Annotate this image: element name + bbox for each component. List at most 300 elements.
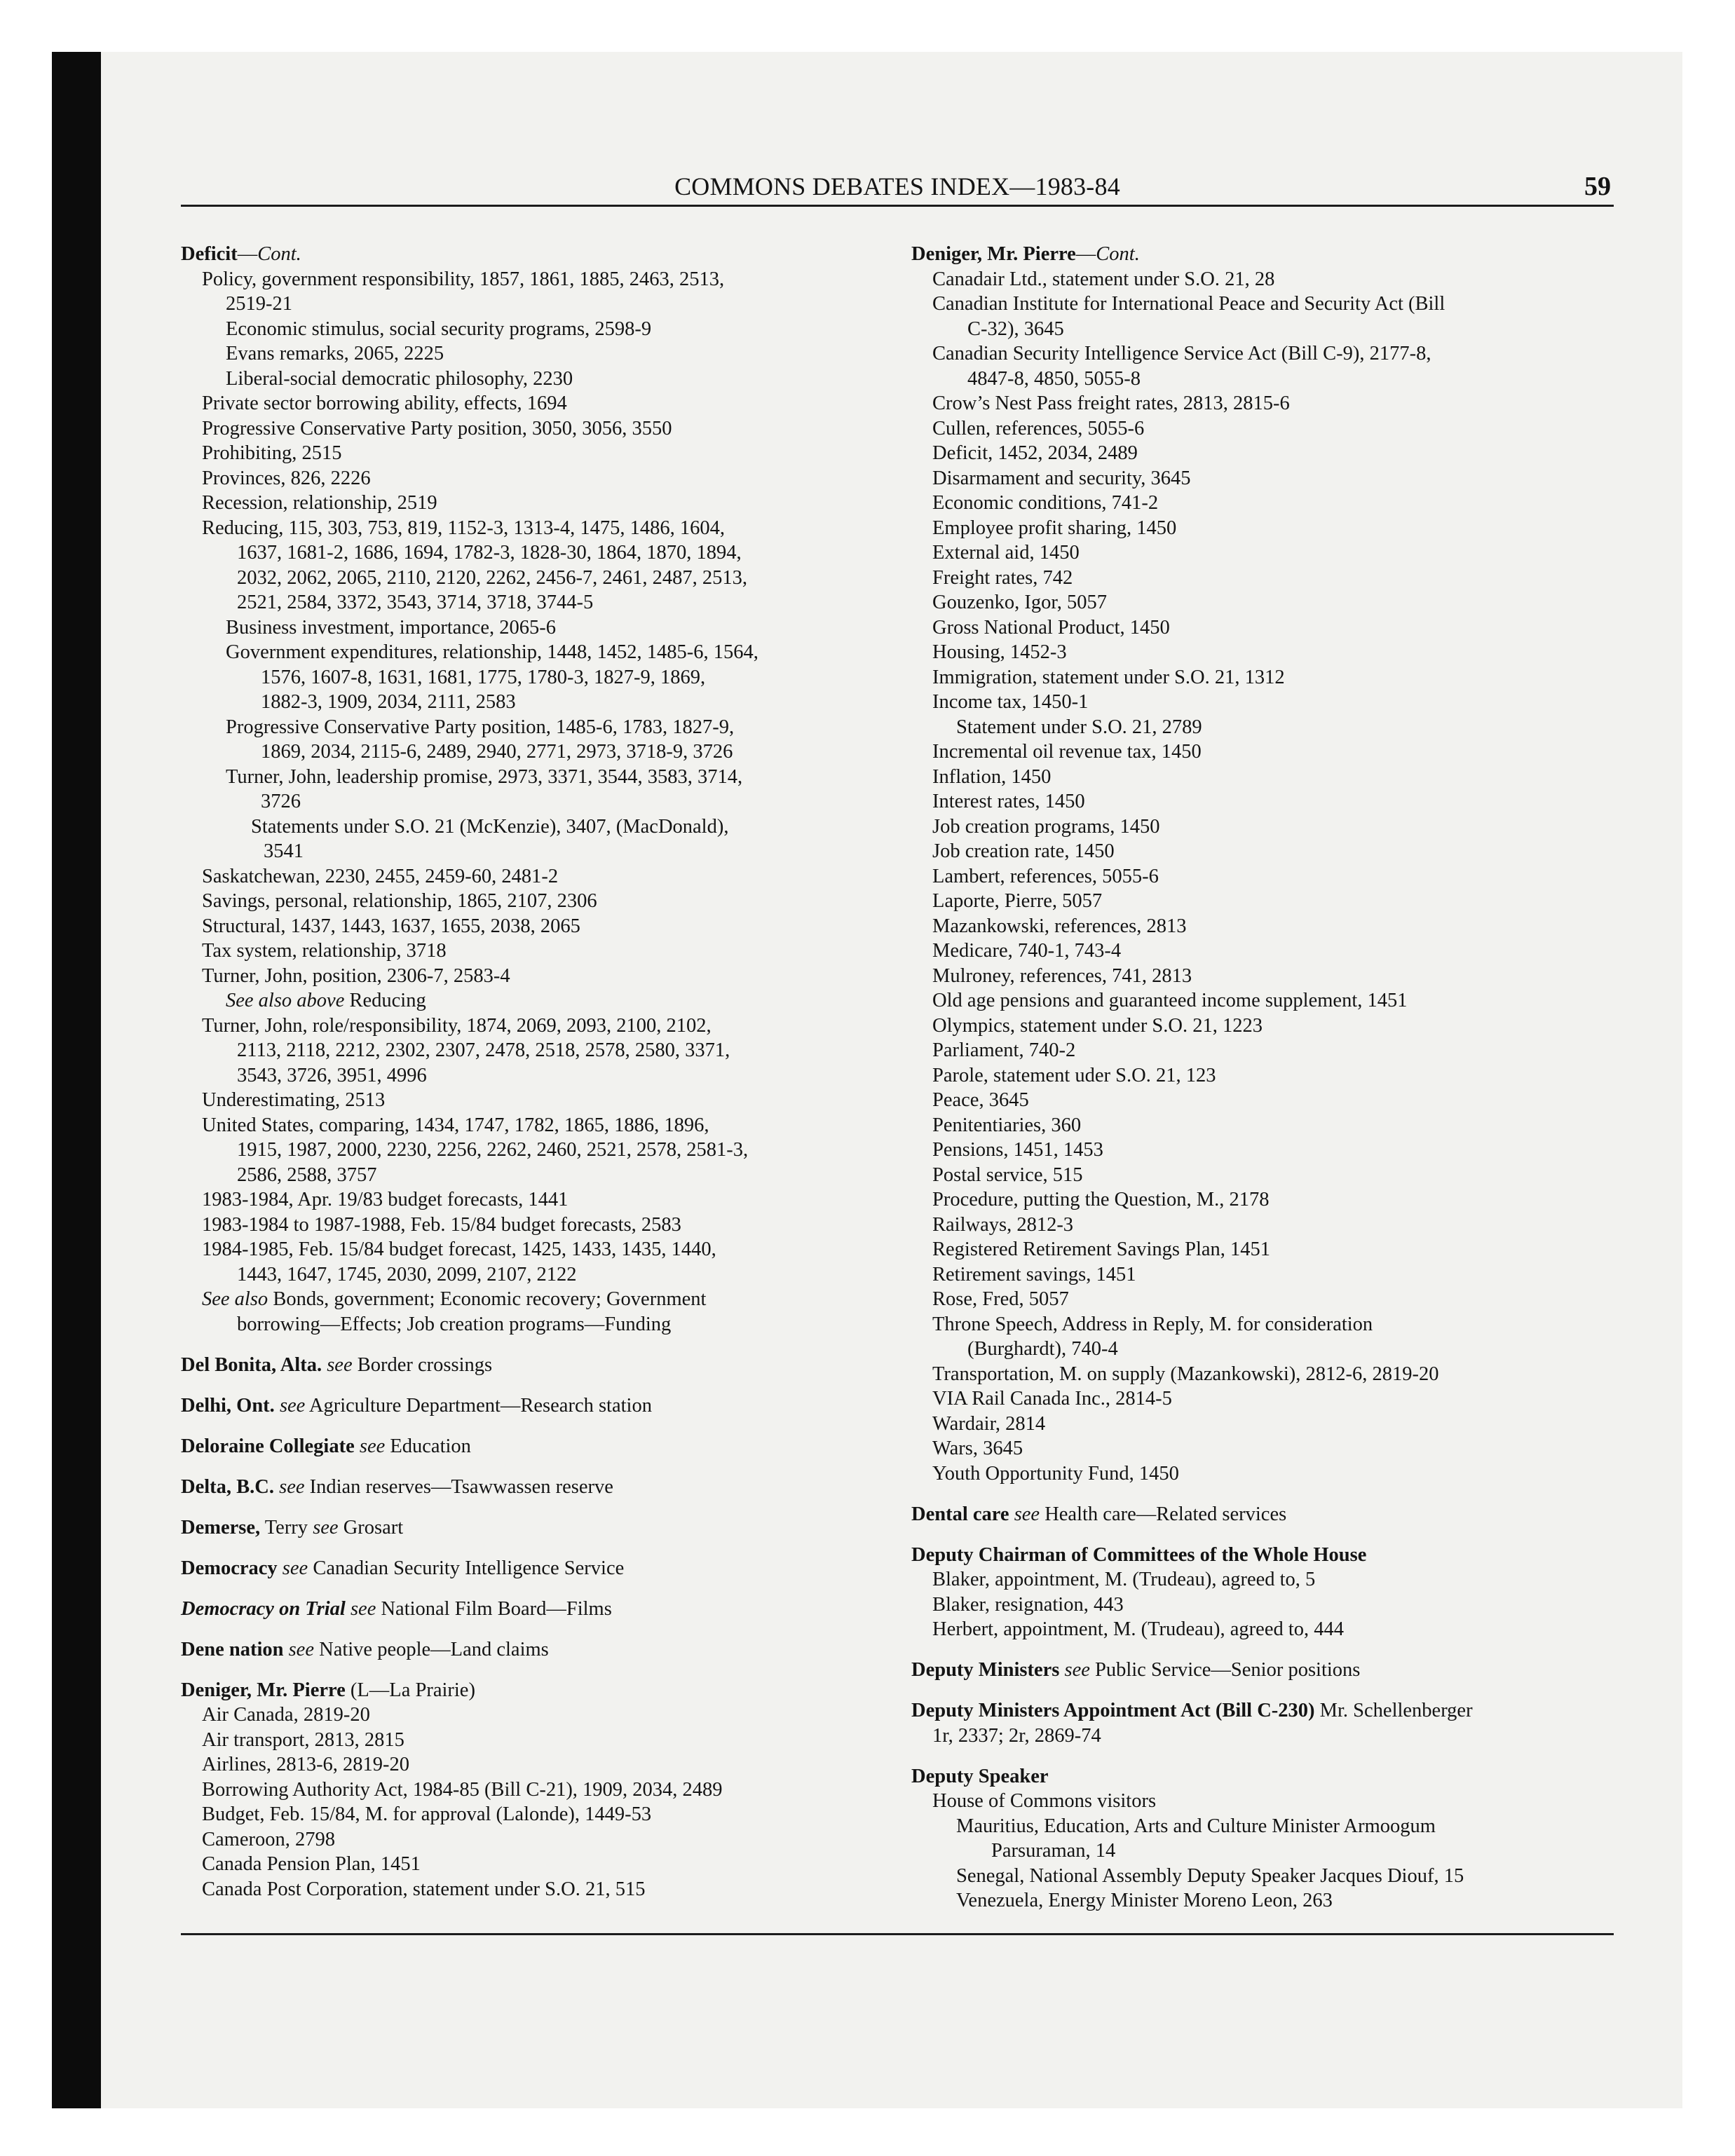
index-subentry [911, 391, 1619, 416]
index-subentry [181, 665, 882, 690]
entry-text: Private sector borrowing ability, effects, 1694 [202, 393, 567, 414]
entry-text: Parsuraman, 14 [991, 1840, 1116, 1862]
index-subentry [181, 1113, 882, 1138]
index-subentry [181, 1237, 882, 1262]
entry-text: Transportation, M. on supply (Mazankowski), 2812-6, 2819-20 [932, 1363, 1439, 1385]
entry-text: 1984-1985, Feb. 15/84 budget forecast, 1425, 1433, 1435, 1440, [202, 1239, 716, 1260]
entry-text: Statement under S.O. 21, 2789 [956, 716, 1202, 738]
index-heading [181, 1597, 882, 1622]
index-subentry [181, 416, 882, 442]
index-subentry [911, 1237, 1619, 1262]
header-rule [181, 205, 1614, 207]
entry-text: Deniger, Mr. Pierre [181, 1679, 346, 1701]
index-subentry [911, 1138, 1619, 1163]
index-subentry [911, 1864, 1619, 1889]
entry-text [275, 1395, 280, 1417]
entry-spacer [911, 1486, 1619, 1502]
index-heading [911, 1543, 1619, 1568]
entry-spacer [181, 1418, 882, 1434]
entry-text: (Burghardt), 740-4 [967, 1338, 1118, 1360]
index-subentry [911, 1386, 1619, 1412]
page-header [181, 171, 1614, 203]
index-subentry [911, 988, 1619, 1014]
index-subentry [911, 1617, 1619, 1642]
entry-text: United States, comparing, 1434, 1747, 1782, 1865, 1886, 1896, [202, 1114, 709, 1136]
entry-text: See also [202, 1288, 268, 1310]
entry-text: 1882-3, 1909, 2034, 2111, 2583 [261, 691, 516, 713]
entry-spacer [911, 1527, 1619, 1543]
index-subentry [911, 1088, 1619, 1113]
index-subentry [181, 739, 882, 765]
entry-text: Housing, 1452-3 [932, 641, 1067, 663]
index-subentry [181, 1262, 882, 1288]
entry-text: Liberal-social democratic philosophy, 2230 [226, 367, 573, 390]
entry-text: Dene nation [181, 1638, 284, 1660]
entry-text: Economic stimulus, social security programs, 2598-9 [226, 318, 652, 340]
index-subentry [911, 1337, 1619, 1362]
index-subentry [911, 267, 1619, 292]
index-subentry [181, 1163, 882, 1188]
index-subentry [181, 839, 882, 864]
entry-text: 1576, 1607-8, 1631, 1681, 1775, 1780-3, 1827-9, 1869, [261, 666, 706, 688]
entry-text: VIA Rail Canada Inc., 2814-5 [932, 1388, 1172, 1410]
index-subentry [911, 441, 1619, 466]
entry-text: Evans remarks, 2065, 2225 [226, 343, 444, 364]
index-heading [181, 1678, 882, 1703]
index-subentry [911, 964, 1619, 989]
entry-text: Pensions, 1451, 1453 [932, 1139, 1103, 1161]
entry-text: Herbert, appointment, M. (Trudeau), agreed to, 444 [932, 1618, 1345, 1640]
entry-text: Deputy Chairman of Committees of the Whole House [911, 1543, 1367, 1566]
entry-text: 2519-21 [226, 293, 292, 315]
entry-text: 3543, 3726, 3951, 4996 [237, 1064, 427, 1086]
entry-spacer [181, 1581, 882, 1597]
index-subentry [911, 292, 1619, 317]
entry-text: Tax system, relationship, 3718 [202, 940, 447, 962]
entry-spacer [181, 1377, 882, 1393]
entry-text: Income tax, 1450-1 [932, 691, 1089, 713]
entry-text: Wardair, 2814 [932, 1412, 1046, 1435]
entry-text: see [359, 1435, 386, 1457]
entry-spacer [911, 1683, 1619, 1699]
index-subentry [181, 964, 882, 989]
entry-text [355, 1435, 360, 1457]
index-subentry [911, 1888, 1619, 1913]
entry-text: Airlines, 2813-6, 2819-20 [202, 1754, 410, 1775]
entry-text: 1r, 2337; 2r, 2869-74 [932, 1724, 1101, 1747]
entry-text [283, 1639, 288, 1660]
index-column-right [911, 242, 1619, 1913]
entry-text: Immigration, statement under S.O. 21, 1312 [932, 666, 1285, 688]
entry-text: Youth Opportunity Fund, 1450 [932, 1462, 1179, 1485]
entry-text: (L—La Prairie) [345, 1679, 475, 1701]
index-subentry [181, 441, 882, 466]
entry-spacer [181, 1459, 882, 1475]
index-subentry [911, 1789, 1619, 1814]
index-subentry [181, 1014, 882, 1039]
page-title: COMMONS DEBATES INDEX—1983-84 [674, 172, 1120, 200]
entry-text: 4847-8, 4850, 5055-8 [967, 367, 1141, 390]
index-heading [181, 1556, 882, 1581]
entry-text: 1983-1984 to 1987-1988, Feb. 15/84 budget forecasts, 2583 [202, 1213, 681, 1236]
entry-text: Deficit [181, 243, 238, 265]
entry-text: 1915, 1987, 2000, 2230, 2256, 2262, 2460, 2521, 2578, 2581-3, [237, 1139, 749, 1161]
entry-text: see [327, 1353, 353, 1376]
index-subentry [911, 1038, 1619, 1063]
entry-text: Canada Post Corporation, statement under S.O. 21, 515 [202, 1878, 646, 1900]
entry-text: see [1064, 1659, 1090, 1681]
index-subentry [181, 1312, 882, 1337]
index-subentry [181, 1877, 882, 1902]
entry-text: Native people—Land claims [313, 1638, 549, 1660]
index-subentry [181, 391, 882, 416]
entry-spacer [181, 1662, 882, 1678]
entry-text: Interest rates, 1450 [932, 791, 1085, 812]
index-subentry [181, 367, 882, 392]
index-subentry [181, 1187, 882, 1213]
index-subentry [911, 491, 1619, 516]
entry-text: Mauritius, Education, Arts and Culture Minister Armoogum [956, 1815, 1436, 1837]
entry-spacer [181, 1337, 882, 1353]
entry-text: Blaker, appointment, M. (Trudeau), agreed to, 5 [932, 1569, 1316, 1590]
entry-text: — [237, 243, 258, 265]
entry-text: Retirement savings, 1451 [932, 1263, 1136, 1285]
index-subentry [911, 1362, 1619, 1387]
entry-text: Incremental oil revenue tax, 1450 [932, 741, 1202, 763]
entry-spacer [181, 1499, 882, 1515]
entry-text: see [279, 1475, 305, 1498]
index-subentry [911, 1312, 1619, 1337]
index-heading [181, 242, 882, 267]
index-subentry [911, 1287, 1619, 1312]
index-subentry [181, 267, 882, 292]
entry-text: Canadian Security Intelligence Service Act (Bill C-9), 2177-8, [932, 343, 1431, 364]
index-subentry [181, 1827, 882, 1853]
entry-text: see [313, 1516, 339, 1538]
entry-text: Del Bonita, Alta. [181, 1353, 322, 1376]
index-subentry [911, 566, 1619, 591]
index-subentry [181, 466, 882, 491]
entry-text: Turner, John, position, 2306-7, 2583-4 [202, 964, 510, 987]
index-subentry [911, 814, 1619, 840]
index-subentry [181, 988, 882, 1014]
index-heading [911, 1658, 1619, 1683]
entry-text: Parliament, 740-2 [932, 1039, 1076, 1061]
index-subentry [181, 1038, 882, 1063]
entry-text: Democracy [181, 1557, 278, 1579]
index-subentry [911, 1567, 1619, 1592]
entry-text: Deputy Ministers Appointment Act (Bill C-230) [911, 1700, 1315, 1721]
entry-text: Canada Pension Plan, 1451 [202, 1853, 421, 1875]
entry-text: 1869, 2034, 2115-6, 2489, 2940, 2771, 2973, 3718-9, 3726 [261, 741, 733, 763]
index-subentry [911, 765, 1619, 790]
index-subentry [911, 1113, 1619, 1138]
entry-text: 3726 [261, 791, 301, 812]
index-subentry [911, 1436, 1619, 1461]
index-subentry [911, 341, 1619, 367]
index-subentry [911, 1724, 1619, 1749]
index-subentry [911, 715, 1619, 740]
entry-spacer [911, 1642, 1619, 1658]
index-subentry [181, 1728, 882, 1753]
index-heading [911, 242, 1619, 267]
entry-text: Registered Retirement Savings Plan, 1451 [932, 1239, 1271, 1260]
index-subentry [911, 590, 1619, 615]
entry-text: Inflation, 1450 [932, 765, 1052, 788]
entry-text: 1983-1984, Apr. 19/83 budget forecasts, 1441 [202, 1189, 569, 1210]
index-subentry [911, 367, 1619, 392]
index-subentry [911, 1262, 1619, 1288]
index-subentry [181, 317, 882, 342]
entry-text: Air Canada, 2819-20 [202, 1704, 370, 1726]
entry-text: Mulroney, references, 741, 2813 [932, 964, 1192, 987]
entry-text: Turner, John, role/responsibility, 1874, 2069, 2093, 2100, 2102, [202, 1014, 712, 1037]
entry-spacer [181, 1540, 882, 1556]
index-subentry [181, 1138, 882, 1163]
entry-text [346, 1598, 351, 1620]
entry-text: Canadair Ltd., statement under S.O. 21, 28 [932, 268, 1275, 290]
index-heading [181, 1353, 882, 1378]
index-subentry [911, 1461, 1619, 1487]
index-heading [911, 1764, 1619, 1789]
index-subentry [181, 1213, 882, 1238]
entry-text: Freight rates, 742 [932, 566, 1073, 589]
entry-text: Old age pensions and guaranteed income supplement, 1451 [932, 990, 1408, 1011]
index-subentry [911, 1838, 1619, 1864]
entry-text: Senegal, National Assembly Deputy Speaker Jacques Diouf, 15 [956, 1864, 1464, 1887]
entry-text [1009, 1503, 1014, 1525]
entry-text: Blaker, resignation, 443 [932, 1593, 1124, 1616]
index-subentry [911, 839, 1619, 864]
entry-text: Postal service, 515 [932, 1164, 1083, 1186]
index-subentry [181, 889, 882, 914]
entry-text: House of Commons visitors [932, 1790, 1157, 1812]
page-number: 59 [1584, 172, 1611, 201]
entry-text [278, 1557, 283, 1579]
index-subentry [911, 1412, 1619, 1437]
entry-text: Progressive Conservative Party position, 3050, 3056, 3550 [202, 417, 672, 439]
entry-text: External aid, 1450 [932, 542, 1080, 564]
entry-text: Borrowing Authority Act, 1984-85 (Bill C-21), 1909, 2034, 2489 [202, 1778, 723, 1801]
entry-text: Disarmament and security, 3645 [932, 467, 1191, 489]
entry-text: C-32), 3645 [967, 318, 1064, 340]
index-subentry [911, 1063, 1619, 1089]
index-subentry [181, 615, 882, 641]
entry-text: 1443, 1647, 1745, 2030, 2099, 2107, 2122 [237, 1263, 577, 1285]
index-subentry [181, 341, 882, 367]
entry-text: Health care—Related services [1040, 1503, 1287, 1525]
entry-text: Public Service—Senior positions [1089, 1659, 1361, 1681]
entry-text: see [350, 1597, 376, 1620]
entry-text: Procedure, putting the Question, M., 2178 [932, 1189, 1270, 1210]
entry-text: Terry [260, 1516, 313, 1538]
entry-text: Progressive Conservative Party position, 1485-6, 1783, 1827-9, [226, 716, 735, 738]
index-subentry [181, 1802, 882, 1827]
entry-text: National Film Board—Films [376, 1597, 612, 1620]
entry-text: Demerse, [181, 1516, 261, 1538]
index-subentry [181, 1752, 882, 1778]
entry-text: 2032, 2062, 2065, 2110, 2120, 2262, 2456-7, 2461, 2487, 2513, [237, 566, 748, 589]
index-subentry [911, 665, 1619, 690]
index-subentry [911, 1213, 1619, 1238]
entry-text: Medicare, 740-1, 743-4 [932, 940, 1122, 962]
entry-text: Border crossings [352, 1353, 493, 1376]
entry-text: Gouzenko, Igor, 5057 [932, 592, 1107, 613]
entry-text: Parole, statement uder S.O. 21, 123 [932, 1064, 1216, 1086]
entry-text: see [1014, 1503, 1040, 1525]
index-heading [181, 1475, 882, 1500]
index-subentry [911, 889, 1619, 914]
index-subentry [181, 1852, 882, 1877]
index-subentry [181, 491, 882, 516]
entry-text: Deloraine Collegiate [181, 1435, 355, 1457]
entry-text: Throne Speech, Address in Reply, M. for consideration [932, 1313, 1373, 1335]
entry-text: Job creation programs, 1450 [932, 815, 1160, 838]
entry-text: 2586, 2588, 3757 [237, 1164, 377, 1186]
entry-text: Structural, 1437, 1443, 1637, 1655, 2038, 2065 [202, 915, 580, 937]
index-subentry [911, 1814, 1619, 1839]
index-subentry [181, 540, 882, 566]
entry-text: Agriculture Department—Research station [305, 1394, 652, 1417]
entry-text: Provinces, 826, 2226 [202, 467, 371, 489]
entry-text: Delta, B.C. [181, 1475, 274, 1498]
entry-text: Venezuela, Energy Minister Moreno Leon, 263 [956, 1890, 1333, 1911]
entry-text: Canadian Institute for International Peace and Security Act (Bill [932, 293, 1445, 315]
entry-text: Government expenditures, relationship, 1448, 1452, 1485-6, 1564, [226, 641, 758, 663]
index-subentry [911, 615, 1619, 641]
entry-text: Dental care [911, 1503, 1009, 1525]
index-subentry [911, 789, 1619, 814]
index-subentry [181, 765, 882, 790]
entry-text: Penitentiaries, 360 [932, 1114, 1082, 1136]
entry-text: Cont. [1096, 243, 1140, 265]
index-subentry [911, 1014, 1619, 1039]
index-subentry [911, 914, 1619, 939]
entry-text: Job creation rate, 1450 [932, 840, 1115, 862]
index-subentry [911, 864, 1619, 889]
entry-text: 1637, 1681-2, 1686, 1694, 1782-3, 1828-30, 1864, 1870, 1894, [237, 542, 742, 564]
entry-text: Reducing, 115, 303, 753, 819, 1152-3, 1313-4, 1475, 1486, 1604, [202, 517, 725, 539]
entry-text: Business investment, importance, 2065-6 [226, 616, 556, 639]
entry-text: Deputy Speaker [911, 1765, 1049, 1787]
index-subentry [911, 939, 1619, 964]
entry-text: Indian reserves—Tsawwassen reserve [304, 1475, 613, 1498]
entry-text: Mr. Schellenberger [1314, 1700, 1473, 1721]
index-subentry [181, 814, 882, 840]
entry-spacer [911, 1748, 1619, 1764]
entry-text: — [1075, 243, 1096, 265]
index-subentry [181, 715, 882, 740]
entry-text: Economic conditions, 741-2 [932, 492, 1159, 514]
index-subentry [181, 939, 882, 964]
entry-text: 3541 [264, 840, 304, 862]
entry-text: Cameroon, 2798 [202, 1828, 335, 1850]
entry-text: see [282, 1557, 308, 1579]
entry-text: Deputy Ministers [911, 1659, 1060, 1681]
index-heading [181, 1637, 882, 1663]
entry-text: Delhi, Ont. [181, 1394, 275, 1417]
index-heading [181, 1515, 882, 1541]
entry-text: 2113, 2118, 2212, 2302, 2307, 2478, 2518, 2578, 2580, 3371, [237, 1039, 730, 1061]
entry-text: Budget, Feb. 15/84, M. for approval (Lalonde), 1449-53 [202, 1803, 652, 1825]
index-subentry [181, 1063, 882, 1089]
index-heading [911, 1502, 1619, 1527]
index-subentry [181, 1778, 882, 1803]
scan-binding-edge [52, 52, 101, 2108]
entry-text: Lambert, references, 5055-6 [932, 865, 1159, 887]
index-subentry [181, 914, 882, 939]
index-subentry [911, 540, 1619, 566]
entry-text: Gross National Product, 1450 [932, 616, 1170, 639]
index-subentry [911, 739, 1619, 765]
entry-text: Deficit, 1452, 2034, 2489 [932, 442, 1138, 464]
entry-text: 2521, 2584, 3372, 3543, 3714, 3718, 3744-5 [237, 592, 594, 613]
index-subentry [181, 590, 882, 615]
index-heading [181, 1393, 882, 1419]
entry-text: Education [385, 1435, 471, 1457]
entry-text: Canadian Security Intelligence Service [308, 1557, 625, 1579]
index-subentry [181, 864, 882, 889]
entry-text: Policy, government responsibility, 1857, 1861, 1885, 2463, 2513, [202, 268, 725, 290]
entry-text: Statements under S.O. 21 (McKenzie), 3407, (MacDonald), [251, 815, 729, 838]
entry-text: Railways, 2812-3 [932, 1213, 1074, 1236]
entry-text: Mazankowski, references, 2813 [932, 915, 1187, 937]
index-subentry [911, 690, 1619, 715]
entry-text: Grosart [338, 1516, 404, 1538]
entry-text: Recession, relationship, 2519 [202, 492, 437, 514]
index-subentry [911, 516, 1619, 541]
entry-text: Olympics, statement under S.O. 21, 1223 [932, 1014, 1263, 1037]
index-subentry [181, 1088, 882, 1113]
entry-text: Cullen, references, 5055-6 [932, 417, 1145, 439]
entry-text: Cont. [257, 243, 301, 265]
entry-text: Employee profit sharing, 1450 [932, 517, 1177, 539]
entry-text: Crow’s Nest Pass freight rates, 2813, 2815-6 [932, 393, 1290, 414]
entry-text: see [279, 1394, 306, 1417]
index-subentry [181, 640, 882, 665]
index-heading [911, 1698, 1619, 1724]
index-subentry [181, 1703, 882, 1728]
entry-spacer [181, 1621, 882, 1637]
index-subentry [181, 789, 882, 814]
entry-text: See also above [226, 990, 345, 1011]
index-subentry [181, 566, 882, 591]
entry-text: Saskatchewan, 2230, 2455, 2459-60, 2481-2 [202, 865, 559, 887]
entry-text: Turner, John, leadership promise, 2973, 3371, 3544, 3583, 3714, [226, 765, 743, 788]
entry-text: Bonds, government; Economic recovery; Government [268, 1288, 707, 1310]
index-subentry [911, 1187, 1619, 1213]
entry-text: Reducing [344, 990, 426, 1011]
index-subentry [911, 1163, 1619, 1188]
entry-text: Savings, personal, relationship, 1865, 2107, 2306 [202, 890, 597, 912]
index-subentry [181, 690, 882, 715]
index-subentry [181, 1287, 882, 1312]
index-subentry [181, 292, 882, 317]
index-subentry [911, 416, 1619, 442]
entry-text: Deniger, Mr. Pierre [911, 243, 1076, 265]
entry-text: borrowing—Effects; Job creation programs—Funding [237, 1313, 672, 1335]
entry-text: Air transport, 2813, 2815 [202, 1728, 404, 1751]
entry-text: Rose, Fred, 5057 [932, 1288, 1069, 1310]
entry-text: Prohibiting, 2515 [202, 442, 342, 464]
entry-text: Peace, 3645 [932, 1089, 1029, 1111]
index-subentry [911, 466, 1619, 491]
entry-text: Underestimating, 2513 [202, 1089, 386, 1111]
index-heading [181, 1434, 882, 1459]
entry-text: Wars, 3645 [932, 1438, 1023, 1459]
index-subentry [911, 640, 1619, 665]
index-subentry [911, 1592, 1619, 1618]
